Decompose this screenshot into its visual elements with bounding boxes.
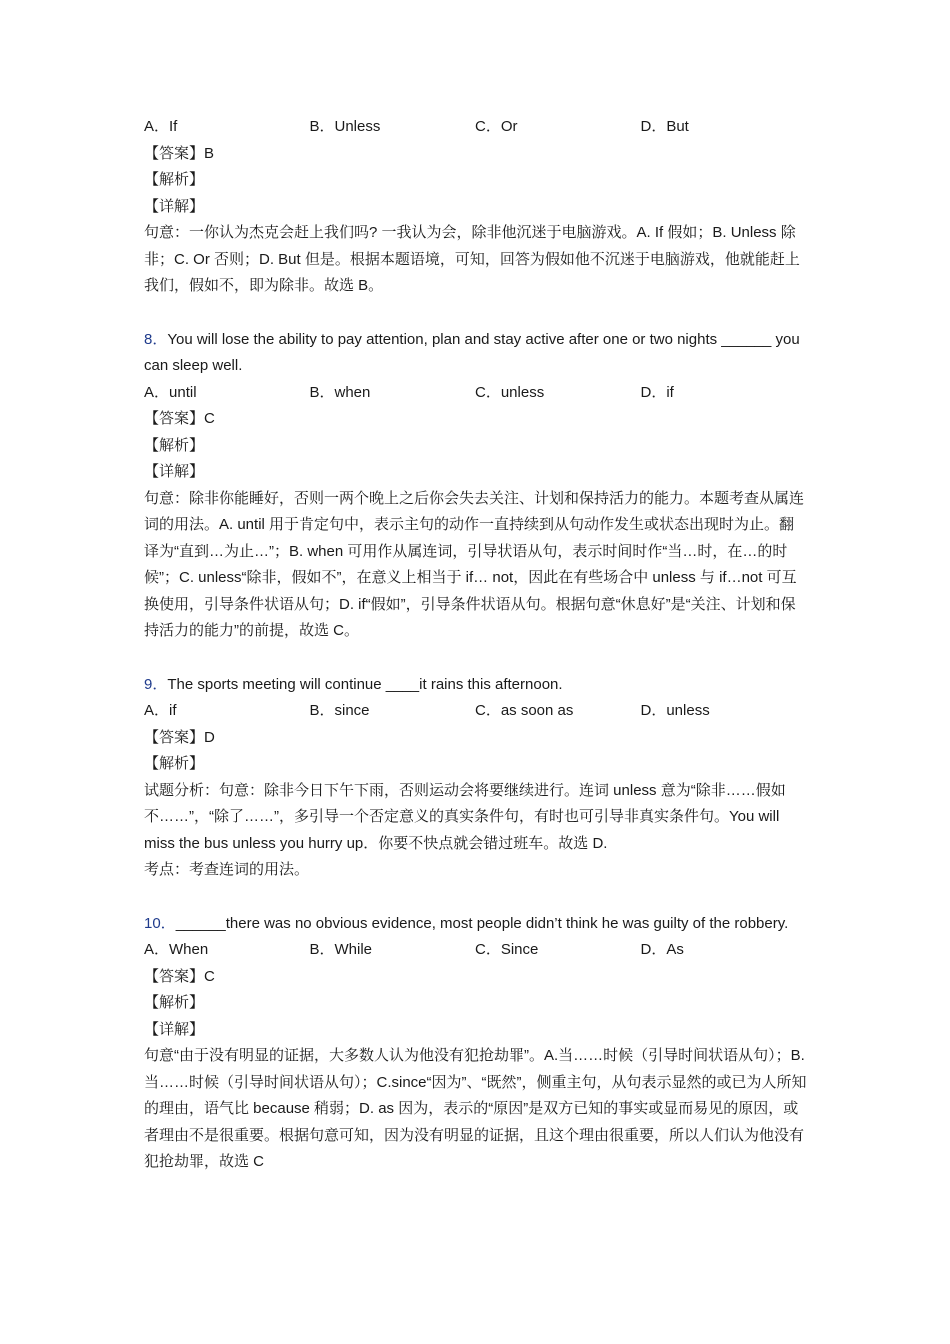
q8-option-a: A．until: [144, 383, 197, 401]
q8-answer: 【答案】C: [144, 410, 215, 427]
q7-analysis-label: 【解析】: [144, 171, 205, 188]
q8-stem: You will lose the ability to pay attention, plan and stay active after one or two nights ______ you can sleep well.: [144, 330, 800, 374]
q8-option-d: D．if: [640, 383, 674, 401]
q8-options: [144, 380, 809, 407]
q8-number: 8．: [144, 330, 168, 348]
q9-options: [144, 698, 809, 725]
q10-number: 10．: [144, 914, 176, 932]
q10-explanation: 句意“由于没有明显的证据，大多数人认为他没有犯抢劫罪”。A.当……时候（引导时间状语从句）；B.当……时候（引导时间状语从句）；C.since“因为”、“既然”，侧重主句，从句表示显然的或已为人所知的理由，语气比 because 稍弱；D. as 因为，表示的“原因”是双方已知的事实或显而易见的原因，或者理由不是很重要。根据句意可知，因为没有明显的证据，且这个理由很重要，所以人们认为他没有犯抢劫罪，故选 C: [144, 1047, 807, 1170]
q10-option-b: B．While: [309, 941, 373, 958]
q10-answer: 【答案】C: [144, 967, 215, 985]
q8-analysis-label: 【解析】: [144, 436, 205, 454]
q10-stem: ______there was no obvious evidence, most people didn’t think he was guilty of the robbery.: [175, 914, 789, 932]
q9-option-b: B．since: [309, 702, 370, 719]
q7-options: [144, 114, 809, 141]
q8-option-b: B．when: [309, 383, 371, 401]
q9-answer: 【答案】D: [144, 728, 215, 746]
q10-detail-label: 【详解】: [144, 1020, 205, 1038]
document-page: [144, 114, 809, 1176]
q10-stem-block: [144, 911, 809, 938]
q9-option-c: C．as soon as: [475, 702, 574, 719]
q8-option-c: C．unless: [475, 383, 545, 401]
q10-analysis-label: 【解析】: [144, 994, 205, 1011]
q9-number: 9．: [144, 675, 168, 693]
q10-option-d: D．As: [640, 941, 684, 958]
q8-detail-label: 【详解】: [144, 463, 205, 480]
q9-stem-block: [144, 672, 809, 699]
q7-explanation: 句意：一你认为杰克会赶上我们吗? 一我认为会，除非他沉迷于电脑游戏。A. If 假如；B. Unless 除非；C. Or 否则；D. But 但是。根据本题语境，可知，回答为假如他不沉迷于电脑游戏，他就能赶上我们，假如不，即为除非。故选 B。: [144, 224, 800, 294]
q7-option-c: C．Or: [475, 118, 518, 135]
q9-explanation: 试题分析：句意：除非今日下午下雨，否则运动会将要继续进行。连词 unless 意为“除非……假如不……”，“除了……”，多引导一个否定意义的真实条件句，有时也可引导非真实条件句。You will miss the bus unless you hurry up．你要不快点就会错过班车。故选 D.: [144, 781, 786, 852]
q7-option-a: A．If: [144, 118, 178, 135]
q7-answer: 【答案】B: [144, 144, 215, 162]
q8-stem-block: [144, 327, 809, 380]
q9-option-d: D．unless: [640, 702, 710, 719]
q9-option-a: A．if: [144, 702, 177, 719]
q9-analysis-label: 【解析】: [144, 755, 205, 772]
q9-kaodian: 考点：考查连词的用法。: [144, 861, 310, 878]
q9-stem: The sports meeting will continue ____it rains this afternoon.: [167, 675, 563, 693]
q7-option-d: D．But: [640, 118, 689, 135]
q8-explanation: 句意：除非你能睡好，否则一两个晚上之后你会失去关注、计划和保持活力的能力。本题考查从属连词的用法。A. until 用于肯定句中，表示主句的动作一直持续到从句动作发生或状态出现时为止。翻译为“直到…为止…”；B. when 可用作从属连词，引导状语从句，表示时间时作“当…时，在…的时候”；C. unless“除非，假如不”，在意义上相当于 if… not，因此在有些场合中 unless 与 if…not 可互换使用，引导条件状语从句；D. if“假如”，引导条件状语从句。根据句意“休息好”是“关注、计划和保持活力的能力”的前提，故选 C。: [144, 489, 805, 639]
q10-options: [144, 937, 809, 964]
q7-detail-label: 【详解】: [144, 197, 205, 215]
q10-option-c: C．Since: [475, 941, 539, 958]
q10-option-a: A．When: [144, 941, 209, 958]
q7-option-b: B．Unless: [309, 118, 381, 135]
